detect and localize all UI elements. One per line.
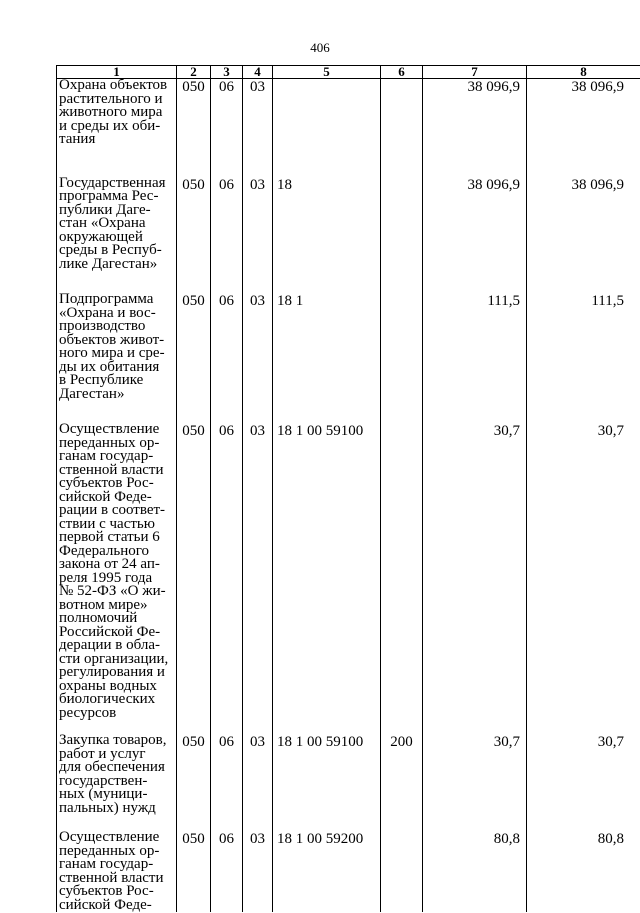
section-code: 050 xyxy=(177,79,211,177)
row-name-line: ствии с частью xyxy=(59,518,176,532)
row-name-line: переданных ор- xyxy=(59,437,176,451)
row-name-line: регулирования и xyxy=(59,666,176,680)
expense-type-code: 200 xyxy=(381,734,423,831)
row-name-line: публики Даге- xyxy=(59,204,176,218)
row-name-line: субъектов Рос- xyxy=(59,477,176,491)
expense-type-code xyxy=(381,831,423,912)
row-name xyxy=(57,177,177,294)
row-name-line: Осуществление xyxy=(59,831,176,845)
row-name-line: Государственная xyxy=(59,177,176,191)
target-article-code: 18 xyxy=(273,177,381,294)
target-article-code xyxy=(273,79,381,177)
row-name-line: рации в соответ- xyxy=(59,504,176,518)
column-header: 8 xyxy=(527,66,640,79)
expense-type-code xyxy=(381,79,423,177)
subsection-code: 06 xyxy=(211,831,243,912)
amount-col8: 80,8 xyxy=(527,831,640,912)
row-name-line: закона от 24 ап- xyxy=(59,558,176,572)
row-name-line: полномочий xyxy=(59,612,176,626)
table-body xyxy=(57,79,640,913)
row-name-line: № 52-ФЗ «О жи- xyxy=(59,585,176,599)
section-code: 050 xyxy=(177,423,211,734)
row-name-line: программа Рес- xyxy=(59,190,176,204)
row-name-line: лике Дагестан» xyxy=(59,258,176,272)
item-code: 03 xyxy=(243,293,273,423)
page-number: 406 xyxy=(0,40,640,56)
row-name-line: Российской Фе- xyxy=(59,626,176,640)
amount-col7: 38 096,9 xyxy=(423,79,527,177)
row-name-line: сийской Феде- xyxy=(59,899,176,913)
row-name-line: ственной власти xyxy=(59,872,176,886)
subsection-code: 06 xyxy=(211,423,243,734)
item-code: 03 xyxy=(243,831,273,912)
amount-col7: 111,5 xyxy=(423,293,527,423)
column-header: 6 xyxy=(381,66,423,79)
row-name xyxy=(57,79,177,177)
row-name-line: Осуществление xyxy=(59,423,176,437)
row-name-line: ственной власти xyxy=(59,464,176,478)
target-article-code: 18 1 xyxy=(273,293,381,423)
table-row xyxy=(57,79,640,177)
section-code: 050 xyxy=(177,177,211,294)
target-article-code: 18 1 00 59200 xyxy=(273,831,381,912)
row-name-line: ного мира и сре- xyxy=(59,347,176,361)
row-name-line: для обеспечения xyxy=(59,761,176,775)
item-code: 03 xyxy=(243,177,273,294)
row-name-line: вотном мире» xyxy=(59,599,176,613)
amount-col8: 30,7 xyxy=(527,423,640,734)
row-name-line: биологических xyxy=(59,693,176,707)
item-code: 03 xyxy=(243,423,273,734)
column-header: 4 xyxy=(243,66,273,79)
row-name xyxy=(57,734,177,831)
row-name-line: первой статьи 6 xyxy=(59,531,176,545)
row-name-line: сийской Феде- xyxy=(59,491,176,505)
amount-col8: 111,5 xyxy=(527,293,640,423)
amount-col7: 30,7 xyxy=(423,734,527,831)
row-name xyxy=(57,293,177,423)
target-article-code: 18 1 00 59100 xyxy=(273,734,381,831)
table-row xyxy=(57,734,640,831)
row-name-line: Подпрограмма xyxy=(59,293,176,307)
table-row xyxy=(57,423,640,734)
row-name-line: «Охрана и вос- xyxy=(59,307,176,321)
section-code: 050 xyxy=(177,831,211,912)
subsection-code: 06 xyxy=(211,734,243,831)
column-header: 5 xyxy=(273,66,381,79)
row-name-line: переданных ор- xyxy=(59,845,176,859)
table-row xyxy=(57,831,640,912)
row-name-line: ресурсов xyxy=(59,707,176,721)
amount-col7: 80,8 xyxy=(423,831,527,912)
section-code: 050 xyxy=(177,293,211,423)
row-name-line: Дагестан» xyxy=(59,388,176,402)
row-name-line: среды в Респуб- xyxy=(59,244,176,258)
amount-col8: 30,7 xyxy=(527,734,640,831)
amount-col7: 30,7 xyxy=(423,423,527,734)
expense-type-code xyxy=(381,177,423,294)
column-header: 3 xyxy=(211,66,243,79)
row-name-line: государствен- xyxy=(59,775,176,789)
target-article-code: 18 1 00 59100 xyxy=(273,423,381,734)
row-name-line: в Республике xyxy=(59,374,176,388)
subsection-code: 06 xyxy=(211,293,243,423)
subsection-code: 06 xyxy=(211,79,243,177)
row-name-line: охраны водных xyxy=(59,680,176,694)
row-name-line: реля 1995 года xyxy=(59,572,176,586)
row-name-line: тания xyxy=(59,133,176,147)
row-name-line: ганам государ- xyxy=(59,450,176,464)
row-name-line: растительного и xyxy=(59,93,176,107)
item-code: 03 xyxy=(243,734,273,831)
row-name-line: животного мира xyxy=(59,106,176,120)
row-name-line: пальных) нужд xyxy=(59,802,176,816)
row-name-line: дерации в обла- xyxy=(59,639,176,653)
row-name-line: субъектов Рос- xyxy=(59,885,176,899)
column-header: 7 xyxy=(423,66,527,79)
row-name-line: ных (муници- xyxy=(59,788,176,802)
row-name-line: сти организации, xyxy=(59,653,176,667)
item-code: 03 xyxy=(243,79,273,177)
table-row xyxy=(57,177,640,294)
row-name-line: Закупка товаров, xyxy=(59,734,176,748)
budget-table xyxy=(56,65,640,912)
table-row xyxy=(57,293,640,423)
row-name xyxy=(57,831,177,912)
row-name xyxy=(57,423,177,734)
row-name-line: объектов живот- xyxy=(59,334,176,348)
row-name-line: Федерального xyxy=(59,545,176,559)
subsection-code: 06 xyxy=(211,177,243,294)
row-name-line: окружающей xyxy=(59,231,176,245)
amount-col8: 38 096,9 xyxy=(527,177,640,294)
row-name-line: производство xyxy=(59,320,176,334)
amount-col8: 38 096,9 xyxy=(527,79,640,177)
column-header: 1 xyxy=(57,66,177,79)
expense-type-code xyxy=(381,293,423,423)
row-name-line: Охрана объектов xyxy=(59,79,176,93)
row-name-line: и среды их оби- xyxy=(59,120,176,134)
row-name-line: ганам государ- xyxy=(59,858,176,872)
row-name-line: стан «Охрана xyxy=(59,217,176,231)
row-name-line: работ и услуг xyxy=(59,748,176,762)
section-code: 050 xyxy=(177,734,211,831)
amount-col7: 38 096,9 xyxy=(423,177,527,294)
row-name-line: ды их обитания xyxy=(59,361,176,375)
column-header: 2 xyxy=(177,66,211,79)
expense-type-code xyxy=(381,423,423,734)
